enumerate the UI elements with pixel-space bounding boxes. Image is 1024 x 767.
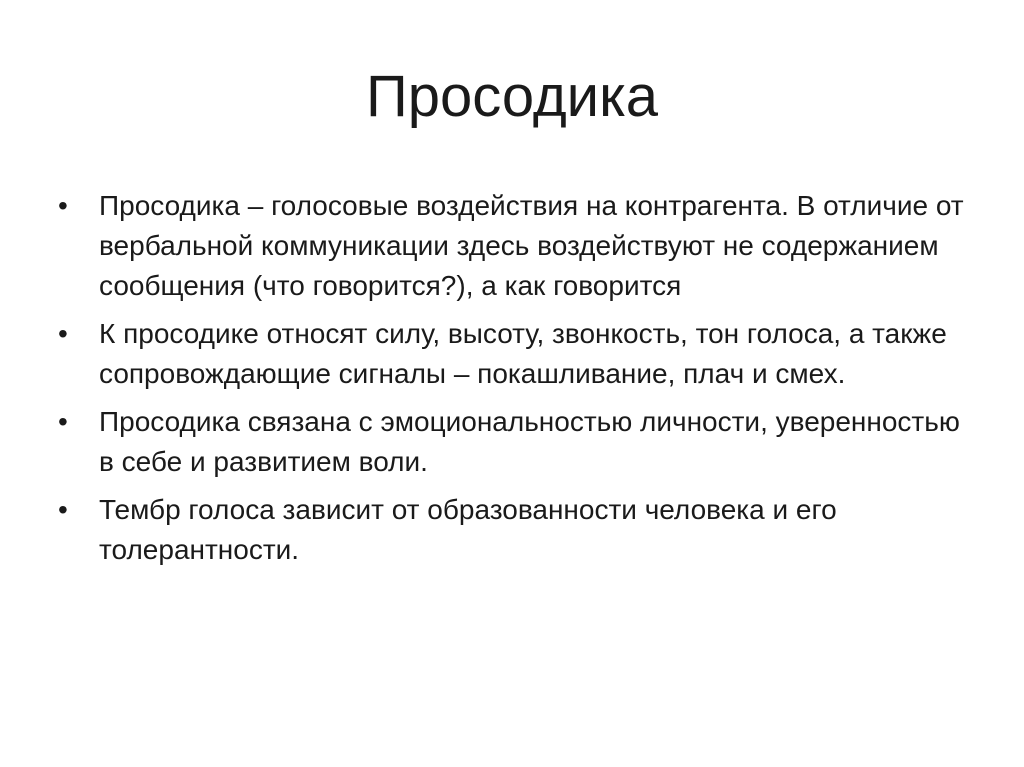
bullet-dot-icon: •	[58, 406, 68, 437]
bullet-dot-icon: •	[58, 190, 68, 221]
slide-title: Просодика	[366, 64, 658, 129]
bullet-dot-icon: •	[58, 318, 68, 349]
bullet-dot-icon: •	[58, 494, 68, 525]
bullet-item-voice-timbre	[58, 490, 978, 570]
bullet-text: Просодика – голосовые воздействия на контрагента. В отличие от вербальной коммуникации здесь воздействуют не содержанием сообщения (что говорится?), а как говорится	[99, 190, 964, 301]
bullet-text: К просодике относят силу, высоту, звонкость, тон голоса, а также сопровождающие сигналы – покашливание, плач и смех.	[99, 318, 947, 389]
bullet-item-prosody-definition	[58, 186, 978, 306]
bullet-text: Просодика связана с эмоциональностью личности, уверенностью в себе и развитием воли.	[99, 406, 960, 477]
bullet-text: Тембр голоса зависит от образованности человека и его толерантности.	[99, 494, 837, 565]
bullet-item-prosody-emotion	[58, 402, 978, 482]
bullet-item-prosody-components	[58, 314, 978, 394]
bullet-list	[58, 186, 978, 578]
